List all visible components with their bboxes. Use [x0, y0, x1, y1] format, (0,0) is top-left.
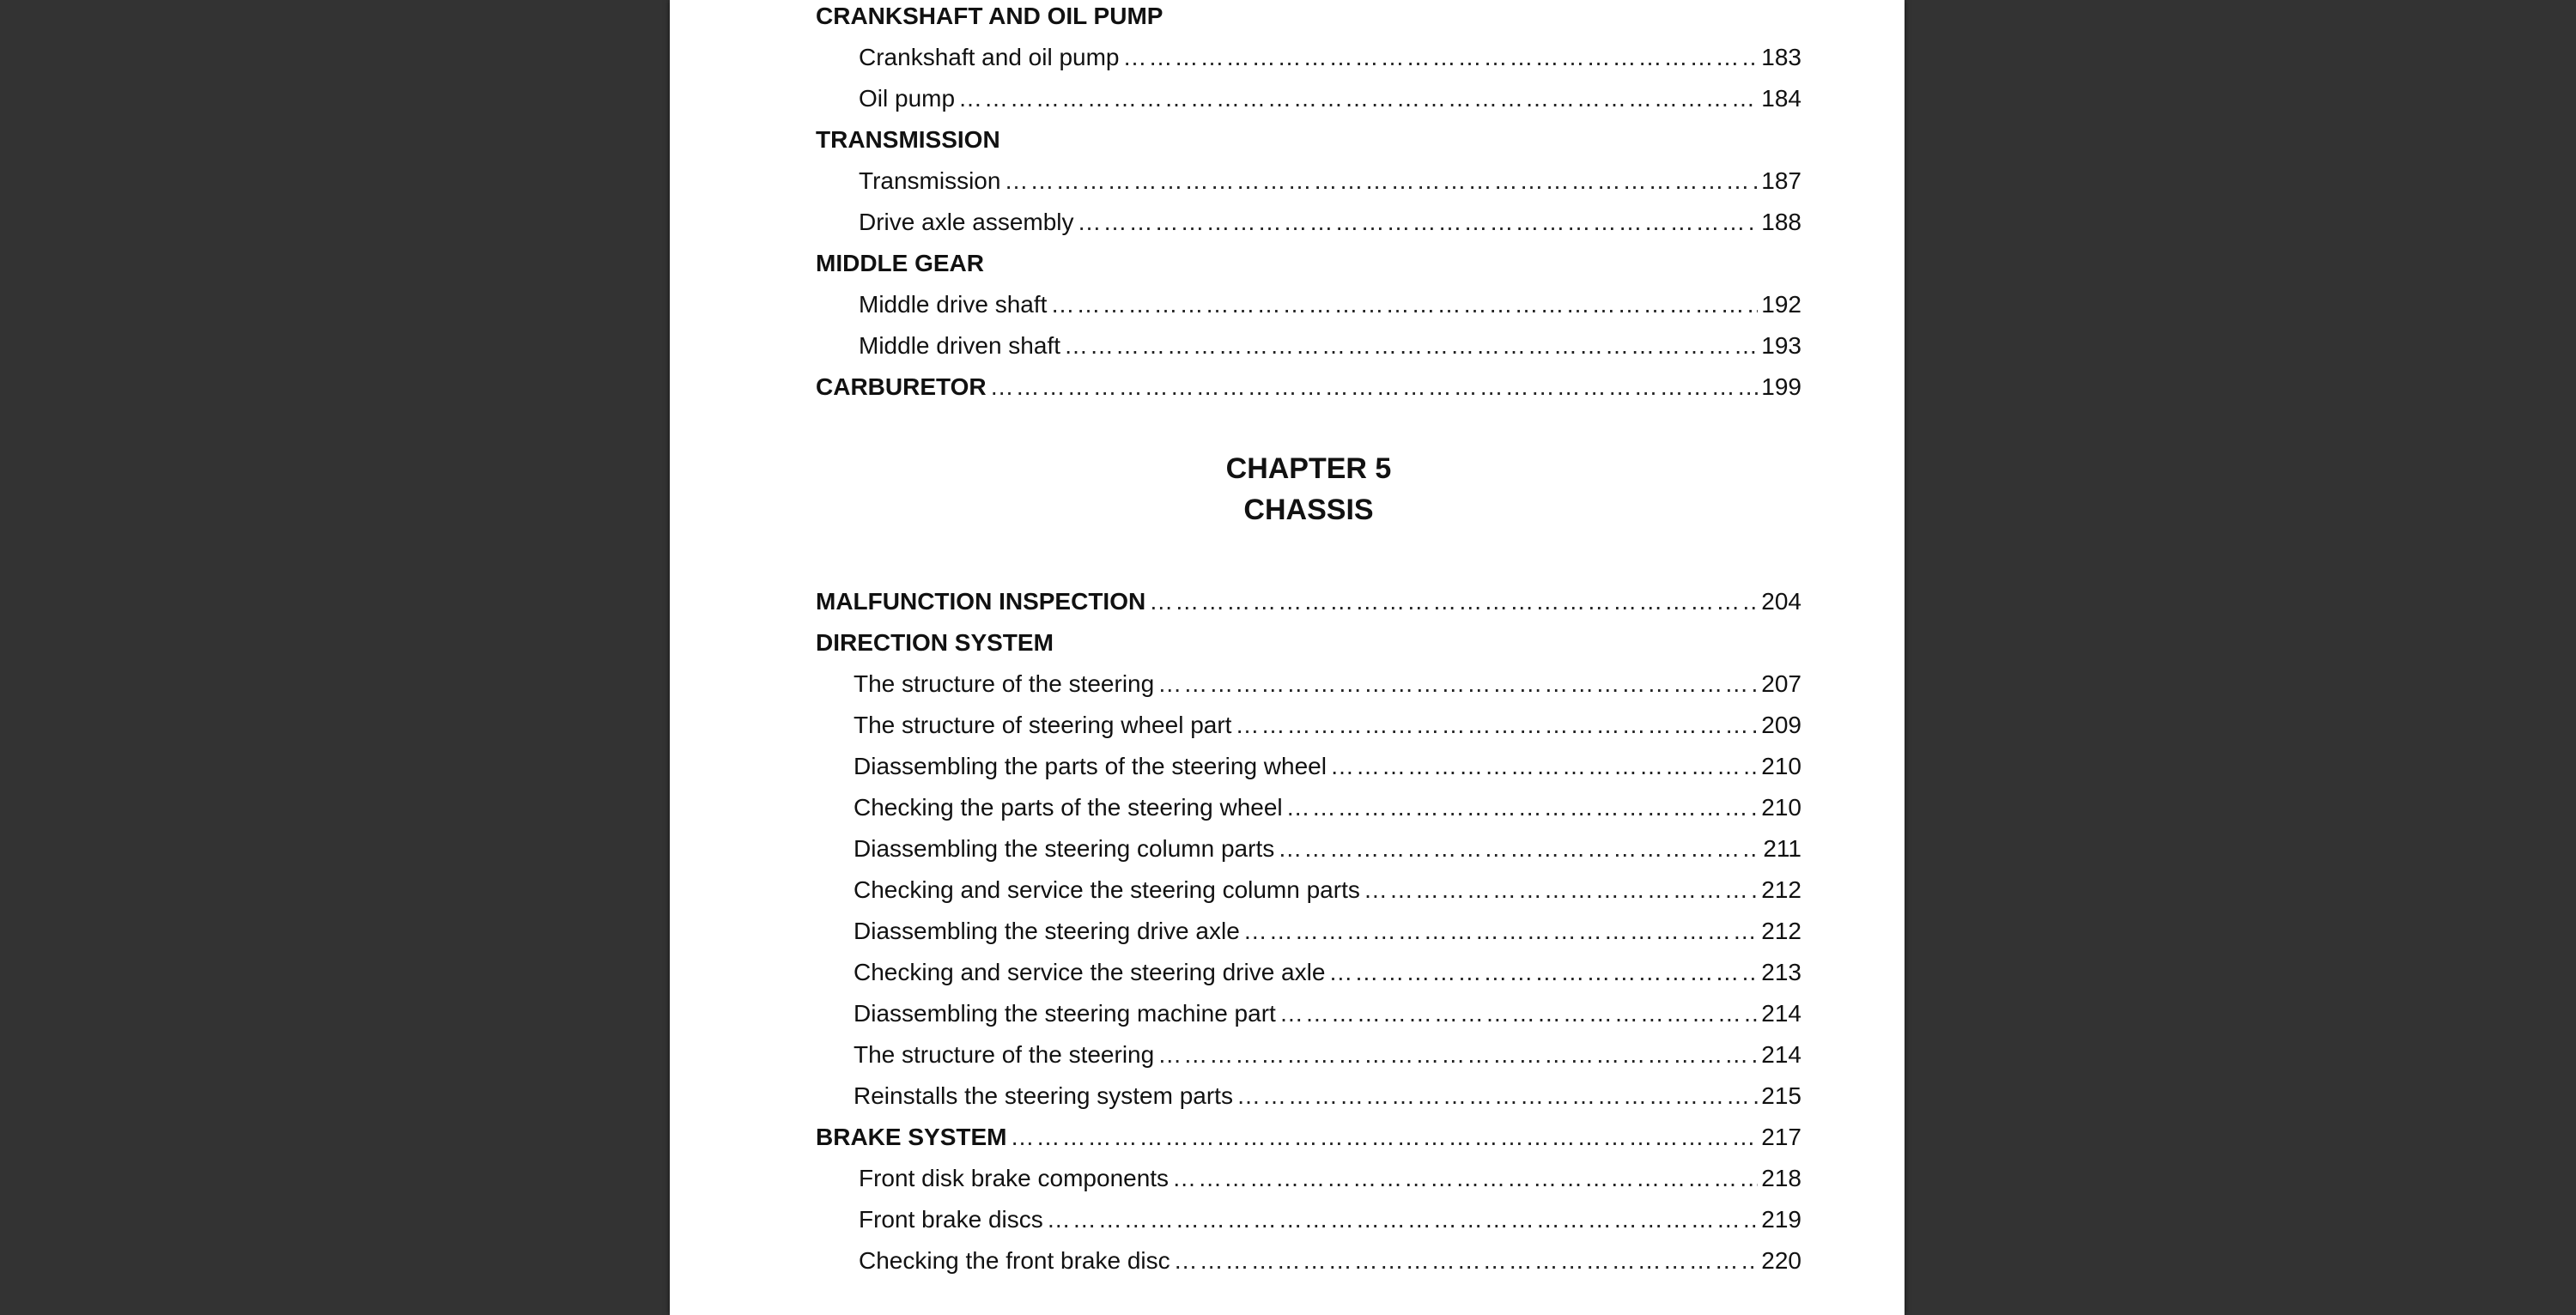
toc-label: TRANSMISSION — [816, 126, 1000, 153]
toc-entry-crankshaft[interactable] — [859, 31, 1801, 72]
toc-label: Drive axle assembly — [859, 209, 1074, 235]
leader-dots — [990, 373, 1759, 402]
toc-label: The structure of steering wheel part — [854, 712, 1232, 738]
toc-page-number: 192 — [1761, 291, 1801, 318]
toc-page-number: 219 — [1761, 1206, 1801, 1233]
toc-label: The structure of the steering — [854, 670, 1155, 697]
toc-heading-crankshaft-oil-pump — [816, 0, 1163, 31]
toc-page-number: 220 — [1761, 1247, 1801, 1274]
toc-entry-steering-structure-2[interactable] — [854, 1028, 1801, 1070]
leader-dots — [1174, 1246, 1759, 1276]
toc-page-number: 211 — [1763, 835, 1801, 862]
leader-dots — [1149, 587, 1758, 616]
toc-label: Checking the front brake disc — [859, 1247, 1170, 1274]
toc-page-number: 210 — [1761, 753, 1801, 779]
toc-label: BRAKE SYSTEM — [816, 1124, 1007, 1150]
toc-entry-oil-pump[interactable] — [859, 72, 1801, 113]
toc-page-number: 193 — [1761, 332, 1801, 359]
chapter-number: CHAPTER 5 — [1225, 452, 1392, 485]
leader-dots — [1243, 917, 1759, 946]
toc-entry-carburetor[interactable] — [816, 361, 1801, 402]
toc-page-number: 215 — [1761, 1082, 1801, 1109]
toc-entry-steering-structure[interactable] — [854, 658, 1801, 699]
toc-label: Diassembling the steering machine part — [854, 1000, 1276, 1027]
toc-label: The structure of the steering — [854, 1041, 1155, 1068]
toc-label: Diassembling the steering column parts — [854, 835, 1275, 862]
leader-dots — [1004, 167, 1758, 196]
toc-page-number: 187 — [1761, 167, 1801, 194]
toc-label: Reinstalls the steering system parts — [854, 1082, 1233, 1109]
leader-dots — [1123, 43, 1759, 72]
toc-entry-diassembling-steering-wheel[interactable] — [854, 740, 1801, 781]
toc-entry-malfunction-inspection[interactable] — [816, 575, 1801, 616]
toc-heading-transmission — [816, 113, 1000, 155]
toc-label: Checking and service the steering drive axle — [854, 959, 1326, 985]
toc-label: DIRECTION SYSTEM — [816, 629, 1054, 656]
toc-label: Diassembling the parts of the steering wheel — [854, 753, 1327, 779]
leader-dots — [1364, 876, 1758, 905]
toc-entry-front-brake-discs[interactable] — [859, 1193, 1801, 1234]
toc-entry-drive-axle-assembly[interactable] — [859, 196, 1801, 237]
toc-page-number: 188 — [1761, 209, 1801, 235]
toc-page-number: 204 — [1761, 588, 1801, 615]
toc-entry-checking-steering-wheel[interactable] — [854, 781, 1801, 822]
toc-page-number: 207 — [1761, 670, 1801, 697]
toc-label: Middle drive shaft — [859, 291, 1048, 318]
toc-entry-transmission[interactable] — [859, 155, 1801, 196]
leader-dots — [1157, 670, 1758, 699]
toc-label: CRANKSHAFT AND OIL PUMP — [816, 3, 1163, 29]
toc-page-number: 209 — [1761, 712, 1801, 738]
toc-entry-middle-drive-shaft[interactable] — [859, 278, 1801, 319]
toc-page-number: 183 — [1761, 44, 1801, 70]
toc-entry-middle-driven-shaft[interactable] — [859, 319, 1801, 361]
toc-label: MALFUNCTION INSPECTION — [816, 588, 1146, 615]
toc-label: MIDDLE GEAR — [816, 250, 984, 276]
leader-dots — [1236, 1082, 1758, 1111]
leader-dots — [1078, 208, 1759, 237]
toc-label: CARBURETOR — [816, 373, 987, 400]
leader-dots — [1064, 331, 1758, 361]
toc-entry-steering-wheel-structure[interactable] — [854, 699, 1801, 740]
toc-label: Diassembling the steering drive axle — [854, 918, 1240, 944]
leader-dots — [1235, 711, 1758, 740]
leader-dots — [1330, 752, 1758, 781]
toc-page-number: 199 — [1761, 373, 1801, 400]
toc-page-number: 212 — [1761, 876, 1801, 903]
toc-entry-brake-system[interactable] — [816, 1111, 1801, 1152]
toc-page-number: 210 — [1761, 794, 1801, 821]
toc-entry-checking-steering-drive-axle[interactable] — [854, 946, 1801, 987]
toc-page-number: 184 — [1761, 85, 1801, 112]
toc-entry-checking-front-brake-disc[interactable] — [859, 1234, 1801, 1276]
toc-page-number: 217 — [1761, 1124, 1801, 1150]
toc-label: Front brake discs — [859, 1206, 1043, 1233]
toc-entry-diassembling-steering-machine[interactable] — [854, 987, 1801, 1028]
toc-label: Oil pump — [859, 85, 956, 112]
toc-page-number: 214 — [1761, 1041, 1801, 1068]
toc-label: Front disk brake components — [859, 1165, 1170, 1191]
toc-entry-checking-steering-column[interactable] — [854, 864, 1801, 905]
toc-page-number: 218 — [1761, 1165, 1801, 1191]
toc-label: Transmission — [859, 167, 1001, 194]
chapter-title: CHASSIS — [1243, 494, 1374, 526]
leader-dots — [1328, 958, 1758, 987]
leader-dots — [958, 84, 1758, 113]
toc-label: Checking the parts of the steering wheel — [854, 794, 1283, 821]
toc-page-number: 213 — [1761, 959, 1801, 985]
toc-label: Crankshaft and oil pump — [859, 44, 1120, 70]
toc-entry-front-disk-brake-components[interactable] — [859, 1152, 1801, 1193]
toc-page-number: 214 — [1761, 1000, 1801, 1027]
leader-dots — [1278, 834, 1759, 864]
leader-dots — [1172, 1164, 1758, 1193]
leader-dots — [1286, 793, 1759, 822]
toc-page-number: 212 — [1761, 918, 1801, 944]
leader-dots — [1157, 1040, 1758, 1070]
document-page — [670, 0, 1905, 1315]
toc-entry-reinstalls-steering-parts[interactable] — [854, 1070, 1801, 1111]
leader-dots — [1047, 1205, 1759, 1234]
toc-label: Middle driven shaft — [859, 332, 1061, 359]
leader-dots — [1010, 1123, 1758, 1152]
toc-label: Checking and service the steering column parts — [854, 876, 1360, 903]
toc-entry-diassembling-steering-column[interactable] — [854, 822, 1801, 864]
toc-heading-middle-gear — [816, 237, 984, 278]
toc-heading-direction-system — [816, 616, 1054, 658]
leader-dots — [1279, 999, 1758, 1028]
leader-dots — [1050, 290, 1758, 319]
toc-entry-diassembling-steering-drive-axle[interactable] — [854, 905, 1801, 946]
